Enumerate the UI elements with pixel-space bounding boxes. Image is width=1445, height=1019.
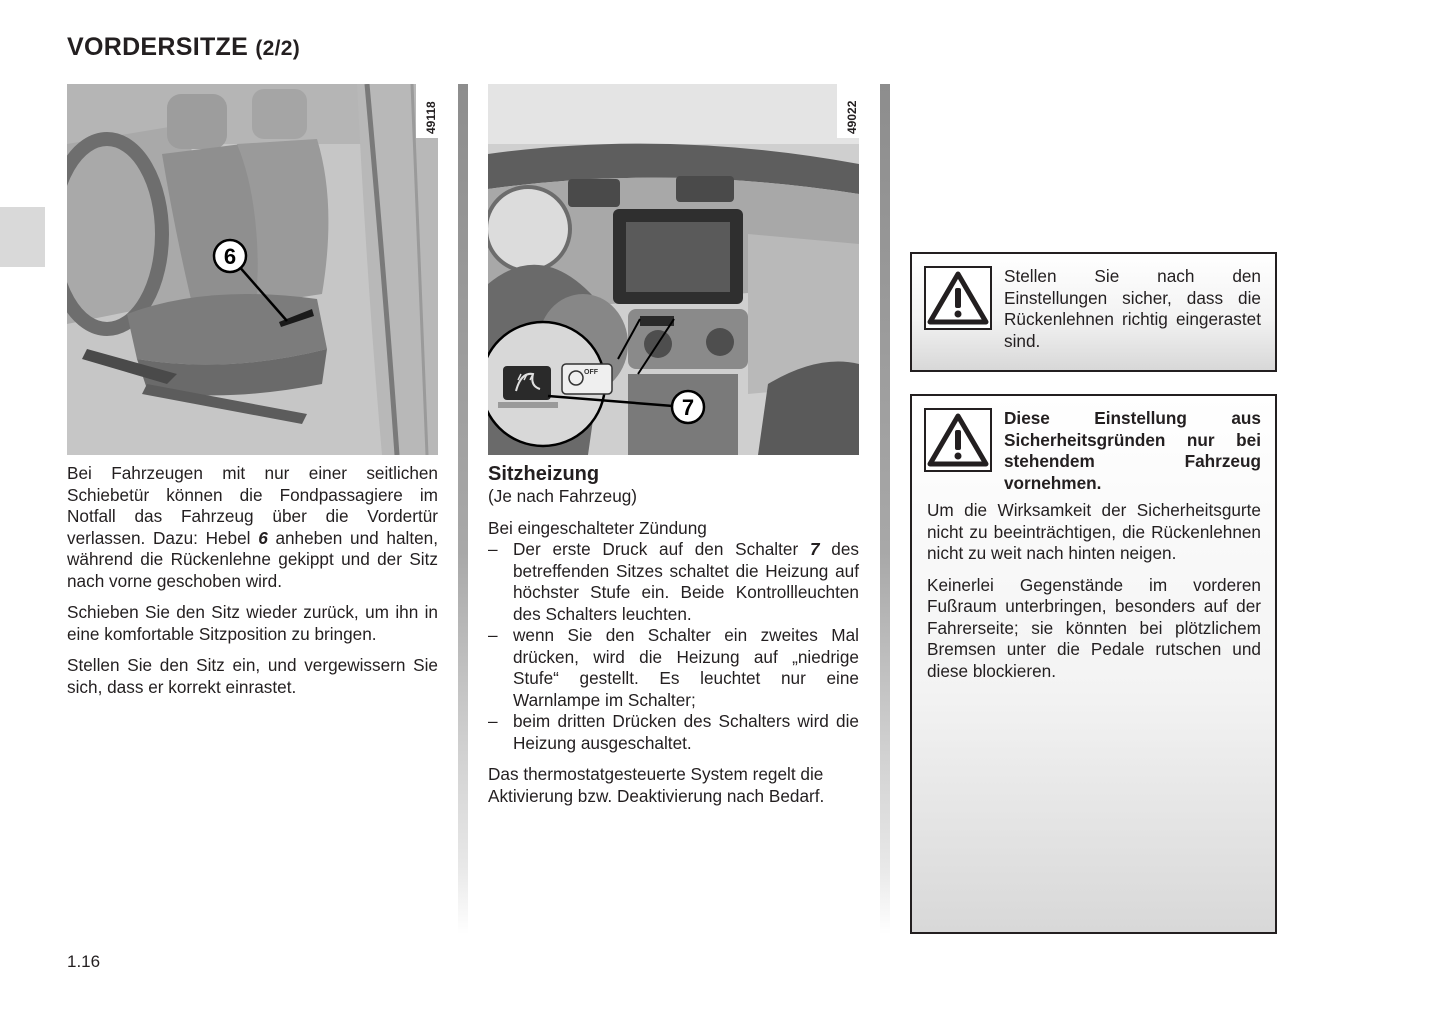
figure-seat-heating-switch: [488, 84, 859, 455]
warning-box-1: [910, 252, 1277, 372]
dashboard-illustration: [488, 84, 859, 455]
figure-id-left-text: 49118: [424, 101, 438, 134]
warning-2-body: [912, 494, 1275, 682]
warning-2-paragraph-footwell: Keinerlei Gegenstände im vorderen Fußraum unterbringen, besonders auf der Fahrerseite; sie könnten bei plötzlichem Bremsen unter die Pedale rutschen und diese blockieren.: [927, 574, 1261, 681]
paragraph-adjust-seat: Stellen Sie den Sitz ein, und vergewissern Sie sich, dass er korrekt einrastet.: [67, 655, 438, 697]
column-divider-1: [458, 84, 468, 934]
callout-6-label: 6: [223, 244, 237, 269]
paragraph-sliding-door-part-2: anheben und halten, während die Rückenlehne gekippt und der Sitz nach vorne geschoben wird.: [67, 527, 438, 591]
callout-7-label: 7: [681, 395, 695, 420]
page-title: [67, 33, 300, 62]
intro-text: Bei eingeschalteter Zündung: [488, 517, 707, 538]
list-item-1-part-2: des betreffenden Sitzes schaltet die Heizung auf höchster Stufe ein. Beide Kontrollleuchten des Schalters leuchten.: [513, 539, 859, 624]
warning-box-2: [910, 394, 1277, 934]
closing-paragraph: Das thermostatgesteuerte System regelt die Aktivierung bzw. Deaktivierung nach Bedarf.: [488, 764, 825, 806]
paragraph-sliding-door-part-1: Bei Fahrzeugen mit nur einer seitlichen Schiebetür können die Fondpassagiere im Notfall das Fahrzeug über die Vordertür verlassen. Dazu: Hebel: [67, 463, 438, 548]
figure-seat-lever: [67, 84, 438, 455]
warning-triangle-icon: [924, 266, 992, 330]
figure-id-middle: [837, 84, 859, 138]
section-subheading: (Je nach Fahrzeug): [488, 486, 638, 506]
paragraph-sliding-door: [67, 463, 438, 592]
lever-reference: 6: [258, 527, 268, 548]
switch-reference: 7: [809, 539, 820, 559]
page-number: 1.16: [67, 952, 101, 971]
list-item: – beim dritten Drücken des Schalters wird die Heizung ausgeschaltet.: [488, 711, 859, 754]
seat-lever-illustration: [67, 84, 438, 455]
list-item: [488, 539, 859, 625]
warning-1-text: Stellen Sie nach den Einstellungen sicher, dass die Rückenlehnen richtig eingerastet sind.: [1004, 266, 1261, 351]
column-1-text: [67, 463, 438, 708]
chapter-tab-marker: [0, 207, 45, 267]
warning-2-bold-text: Diese Einstellung aus Sicherheitsgründen nur bei stehendem Fahrzeug vornehmen.: [1004, 408, 1261, 493]
column-divider-2: [880, 84, 890, 934]
heating-steps-list: [488, 539, 859, 754]
page-title-text: VORDERSITZE: [67, 33, 249, 61]
list-item-1-part-1: Der erste Druck auf den Schalter: [513, 539, 799, 559]
figure-id-middle-text: 49022: [845, 100, 859, 134]
column-2-text: [488, 463, 859, 817]
off-button-label: OFF: [584, 369, 598, 376]
warning-2-paragraph-belts: Um die Wirksamkeit der Sicherheitsgurte nicht zu beeinträchtigen, die Rückenlehnen nicht zu weit nach hinten neigen.: [927, 500, 1261, 563]
warning-triangle-icon: [924, 408, 992, 472]
paragraph-seat-back: Schieben Sie den Sitz wieder zurück, um ihn in eine komfortable Sitzposition zu bringen.: [67, 602, 438, 644]
figure-id-left: [416, 84, 438, 138]
list-item: – wenn Sie den Schalter ein zweites Mal drücken, wird die Heizung auf „niedrige Stufe“ gestellt. Es leuchtet nur eine Warnlampe im Schalter;: [488, 625, 859, 711]
section-heading: Sitzheizung: [488, 463, 600, 485]
page-title-suffix: (2/2): [255, 37, 301, 60]
